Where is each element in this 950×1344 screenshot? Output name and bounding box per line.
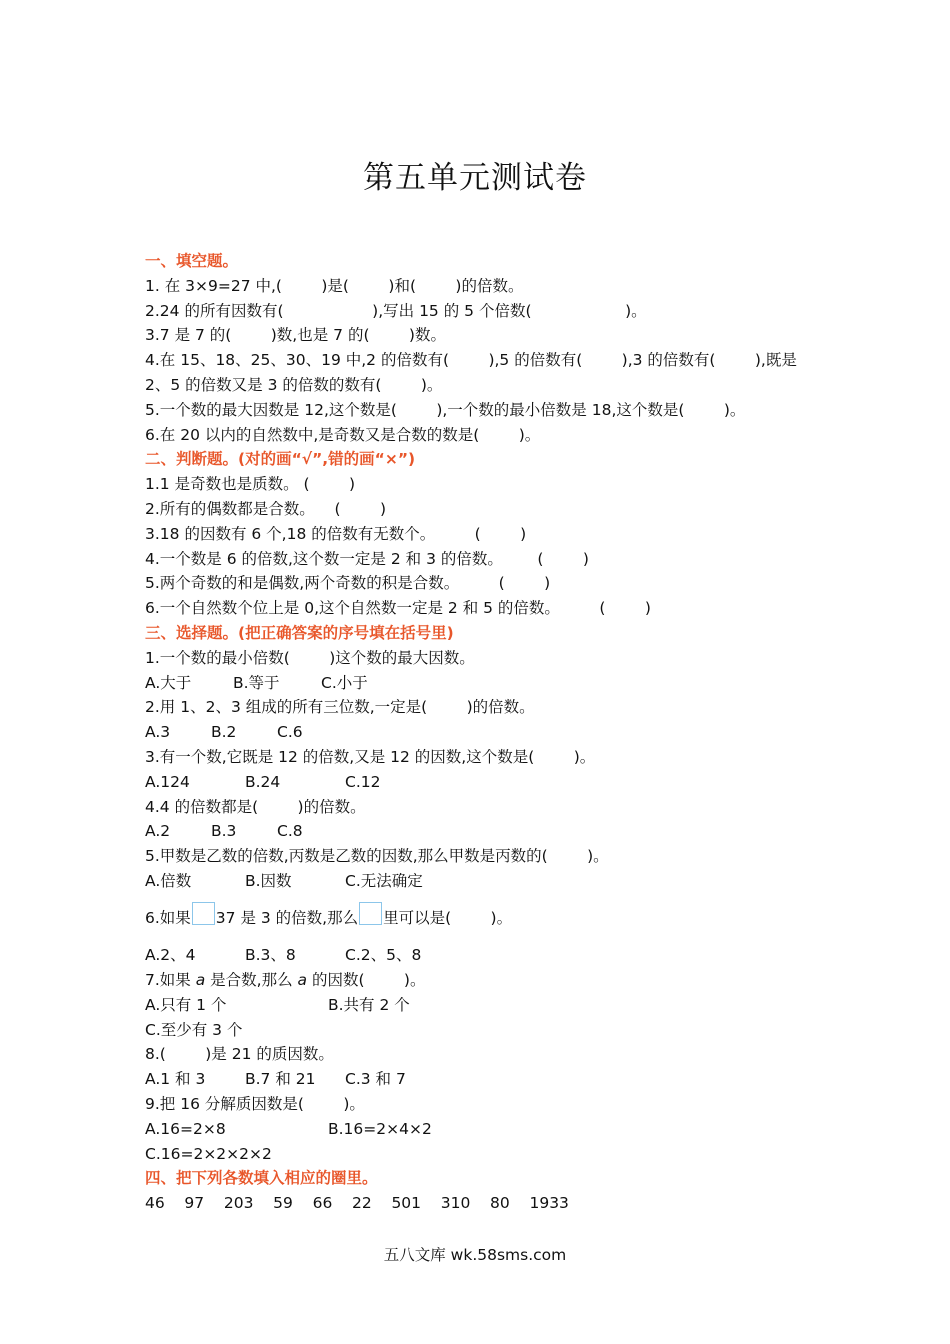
question-text: 37 是 3 的倍数,那么: [215, 908, 359, 927]
option-b: B.共有 2 个: [328, 995, 410, 1014]
option-b: B.因数: [245, 871, 292, 890]
option-c: C.小于: [321, 673, 368, 692]
question-text: 里可以是( )。: [383, 908, 513, 927]
section-heading-multiple-choice: 三、选择题。(把正确答案的序号填在括号里): [145, 623, 454, 642]
page-title: 第五单元测试卷: [363, 160, 587, 196]
question-line: 3.18 的因数有 6 个,18 的倍数有无数个。 ( ): [145, 524, 527, 543]
option-c: C.无法确定: [345, 871, 423, 890]
option-row: [145, 869, 845, 894]
section-heading-fill-blank: 一、填空题。: [145, 252, 239, 270]
question-line: 2.用 1、2、3 组成的所有三位数,一定是( )的倍数。: [145, 698, 535, 717]
option-a: A.2、4: [145, 946, 196, 965]
option-row: [145, 819, 845, 844]
variable-a: a: [195, 971, 206, 990]
option-row: [145, 1067, 845, 1092]
question-line: 2.24 的所有因数有( ),写出 15 的 5 个倍数( )。: [145, 301, 647, 320]
question-line: 1. 在 3×9=27 中,( )是( )和( )的倍数。: [145, 276, 524, 295]
option-a: A.倍数: [145, 871, 192, 890]
section-heading-sort-numbers: 四、把下列各数填入相应的圈里。: [145, 1169, 378, 1188]
question-line: 3.有一个数,它既是 12 的倍数,又是 12 的因数,这个数是( )。: [145, 747, 596, 766]
option-b: B.等于: [233, 673, 280, 692]
option-c: C.6: [277, 723, 303, 742]
question-line: 4.在 15、18、25、30、19 中,2 的倍数有( ),5 的倍数有( ),3 的倍数有( ),既是: [145, 351, 797, 370]
question-text: 的因数( )。: [307, 971, 426, 990]
option-a: A.3: [145, 723, 171, 742]
option-b: B.3、8: [245, 946, 296, 965]
option-b: B.16=2×4×2: [328, 1119, 432, 1138]
question-line: 1.1 是奇数也是质数。 ( ): [145, 475, 356, 494]
option-a: A.只有 1 个: [145, 995, 227, 1014]
question-line: 4.一个数是 6 的倍数,这个数一定是 2 和 3 的倍数。 ( ): [145, 549, 589, 568]
option-a: A.2: [145, 822, 171, 841]
section-heading-true-false: 二、判断题。(对的画“√”,错的画“×”): [145, 450, 416, 469]
option-row: [145, 720, 845, 745]
question-line: 6.在 20 以内的自然数中,是奇数又是合数的数是( )。: [145, 425, 541, 444]
option-a: A.124: [145, 772, 190, 791]
option-row: [145, 993, 845, 1018]
question-line: 5.甲数是乙数的倍数,丙数是乙数的因数,那么甲数是丙数的( )。: [145, 847, 609, 866]
option-row: [145, 671, 845, 696]
question-text: 7.如果: [145, 971, 196, 990]
exam-content: [145, 249, 845, 1216]
option-b: B.7 和 21: [245, 1070, 316, 1089]
question-line: 5.两个奇数的和是偶数,两个奇数的积是合数。 ( ): [145, 574, 551, 593]
question-line: 2.所有的偶数都是合数。 ( ): [145, 499, 387, 518]
option-row: [145, 770, 845, 795]
question-line: 8.( )是 21 的质因数。: [145, 1045, 334, 1064]
option-b: B.24: [245, 772, 281, 791]
footer-watermark: 五八文库 wk.58sms.com: [383, 1246, 567, 1264]
option-a: A.16=2×8: [145, 1119, 226, 1138]
option-c: C.8: [277, 822, 303, 841]
question-line: 6.一个自然数个位上是 0,这个自然数一定是 2 和 5 的倍数。 ( ): [145, 599, 651, 618]
variable-a: a: [297, 971, 308, 990]
number-list: 46 97 203 59 66 22 501 310 80 1933: [145, 1194, 569, 1213]
question-line: [145, 968, 845, 993]
option-b: B.2: [211, 723, 237, 742]
option-c: C.12: [345, 772, 381, 791]
question-line: 9.把 16 分解质因数是( )。: [145, 1095, 365, 1113]
option-b: B.3: [211, 822, 237, 841]
option-a: A.大于: [145, 673, 192, 692]
option-c: C.至少有 3 个: [145, 1020, 243, 1039]
blank-box: [192, 902, 215, 925]
option-a: A.1 和 3: [145, 1070, 206, 1089]
option-row: [145, 943, 845, 968]
question-line: 5.一个数的最大因数是 12,这个数是( ),一个数的最小倍数是 18,这个数是( )。: [145, 400, 746, 419]
option-c: C.16=2×2×2×2: [145, 1144, 272, 1163]
question-line: 4.4 的倍数都是( )的倍数。: [145, 797, 366, 816]
option-c: C.3 和 7: [345, 1070, 406, 1089]
question-line-with-boxes: [145, 894, 845, 944]
question-line: 3.7 是 7 的( )数,也是 7 的( )数。: [145, 326, 446, 345]
question-text: 是合数,那么: [205, 971, 298, 990]
question-text: 6.如果: [145, 908, 191, 927]
blank-box: [359, 902, 382, 925]
option-c: C.2、5、8: [345, 946, 422, 965]
question-line: 2、5 的倍数又是 3 的倍数的数有( )。: [145, 375, 443, 394]
option-row: [145, 1117, 845, 1142]
question-line: 1.一个数的最小倍数( )这个数的最大因数。: [145, 648, 475, 667]
